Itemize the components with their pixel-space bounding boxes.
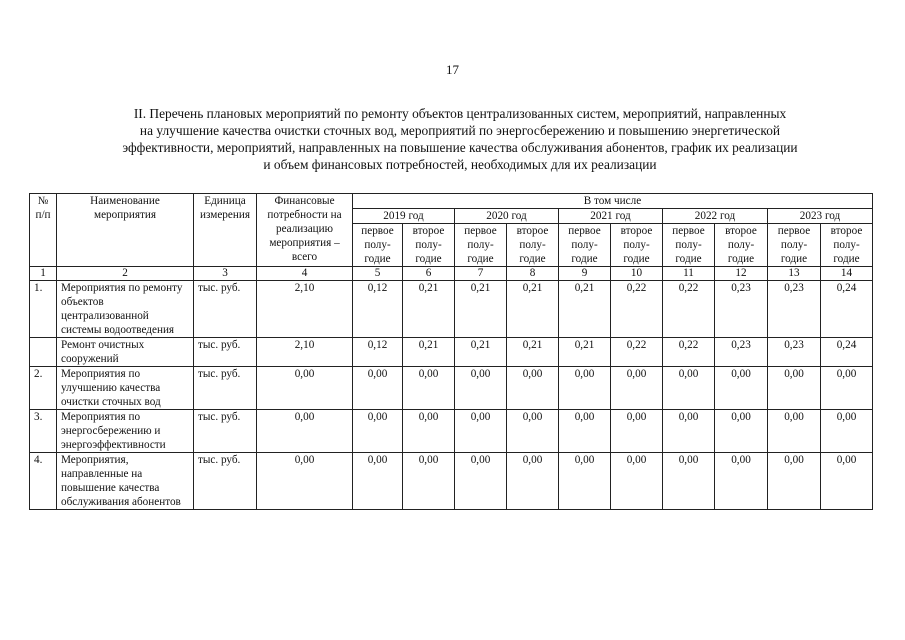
row-value-cell: 0,00 [768,410,821,453]
row-value-cell: 0,00 [559,453,611,510]
row-value-cell: 0,00 [768,367,821,410]
row-value-cell: 0,00 [403,410,455,453]
header-half-first: первое полу-годие [455,224,507,267]
row-number-cell: 1. [30,281,57,338]
plan-table [29,193,873,510]
row-unit-cell: тыс. руб. [194,453,257,510]
table-row [30,410,873,453]
row-value-cell: 0,23 [715,281,768,338]
heading-line: на улучшение качества очистки сточных вод, мероприятий по энергосбережению и повышению энергетической [139,123,781,138]
row-value-cell: 0,00 [507,367,559,410]
row-name-cell: Мероприятия по энергосбережению и энергоэффективности [57,410,194,453]
column-number-cell: 8 [507,267,559,281]
row-value-cell: 0,00 [715,410,768,453]
column-number-cell: 4 [257,267,353,281]
header-unit: Единица измерения [194,194,257,267]
header-year: 2021 год [559,209,663,224]
column-number-cell: 10 [611,267,663,281]
row-number-cell: 4. [30,453,57,510]
row-value-cell: 0,22 [611,338,663,367]
header-half-first: первое полу-годие [663,224,715,267]
row-unit-cell: тыс. руб. [194,367,257,410]
header-half-first: первое полу-годие [559,224,611,267]
row-value-cell: 0,00 [455,410,507,453]
row-value-cell: 0,00 [353,410,403,453]
row-number-cell [30,338,57,367]
row-value-cell: 0,21 [559,281,611,338]
table-body [30,194,873,510]
row-total-cell: 0,00 [257,367,353,410]
row-value-cell: 0,21 [403,281,455,338]
table-row [30,281,873,338]
row-value-cell: 0,22 [663,338,715,367]
row-value-cell: 0,24 [821,338,873,367]
row-value-cell: 0,00 [559,367,611,410]
row-value-cell: 0,00 [403,453,455,510]
row-value-cell: 0,21 [403,338,455,367]
page-number: 17 [446,62,459,77]
column-number-cell: 11 [663,267,715,281]
table-row [30,338,873,367]
row-value-cell: 0,00 [768,453,821,510]
row-name-cell: Мероприятия по ремонту объектов централизованной системы водоотведения [57,281,194,338]
row-value-cell: 0,00 [611,367,663,410]
column-number-cell: 12 [715,267,768,281]
header-row [30,194,873,209]
header-half-first: первое полу-годие [353,224,403,267]
column-number-cell: 2 [57,267,194,281]
header-half-first: первое полу-годие [768,224,821,267]
row-value-cell: 0,00 [715,367,768,410]
heading-line: II. Перечень плановых мероприятий по ремонту объектов централизованных систем, мероприятий, направленных [133,106,787,121]
header-num: № п/п [30,194,57,267]
header-half-second: второе полу-годие [821,224,873,267]
section-heading [60,105,860,173]
row-value-cell: 0,00 [559,410,611,453]
header-year: 2022 год [663,209,768,224]
row-total-cell: 2,10 [257,281,353,338]
row-value-cell: 0,23 [768,281,821,338]
column-number-cell: 14 [821,267,873,281]
row-value-cell: 0,21 [455,338,507,367]
row-value-cell: 0,23 [768,338,821,367]
row-value-cell: 0,00 [821,367,873,410]
row-value-cell: 0,24 [821,281,873,338]
row-value-cell: 0,23 [715,338,768,367]
header-year: 2023 год [768,209,873,224]
header-including: В том числе [353,194,873,209]
row-value-cell: 0,00 [663,410,715,453]
row-name-cell: Мероприятия по улучшению качества очистки сточных вод [57,367,194,410]
row-value-cell: 0,00 [403,367,455,410]
row-value-cell: 0,22 [611,281,663,338]
row-value-cell: 0,00 [821,453,873,510]
row-total-cell: 2,10 [257,338,353,367]
row-value-cell: 0,12 [353,281,403,338]
row-value-cell: 0,00 [611,410,663,453]
row-unit-cell: тыс. руб. [194,410,257,453]
heading-line: и объем финансовых потребностей, необходимых для их реализации [263,157,657,172]
column-number-cell: 6 [403,267,455,281]
row-unit-cell: тыс. руб. [194,281,257,338]
table-row [30,367,873,410]
column-number-cell: 9 [559,267,611,281]
column-number-cell: 1 [30,267,57,281]
row-number-cell: 2. [30,367,57,410]
row-value-cell: 0,21 [455,281,507,338]
row-value-cell: 0,00 [455,367,507,410]
header-finance: Финансовые потребности на реализацию мероприятия – всего [257,194,353,267]
column-number-cell: 5 [353,267,403,281]
header-half-second: второе полу-годие [715,224,768,267]
row-value-cell: 0,00 [507,453,559,510]
row-value-cell: 0,21 [507,338,559,367]
row-value-cell: 0,00 [353,453,403,510]
row-value-cell: 0,00 [663,367,715,410]
header-half-second: второе полу-годие [403,224,455,267]
header-half-second: второе полу-годие [611,224,663,267]
header-year: 2019 год [353,209,455,224]
row-value-cell: 0,12 [353,338,403,367]
row-name-cell: Мероприятия, направленные на повышение качества обслуживания абонентов [57,453,194,510]
row-value-cell: 0,22 [663,281,715,338]
row-value-cell: 0,00 [821,410,873,453]
row-value-cell: 0,21 [559,338,611,367]
row-value-cell: 0,21 [507,281,559,338]
row-name-cell: Ремонт очистных сооружений [57,338,194,367]
header-half-second: второе полу-годие [507,224,559,267]
row-value-cell: 0,00 [455,453,507,510]
row-value-cell: 0,00 [611,453,663,510]
row-value-cell: 0,00 [353,367,403,410]
row-total-cell: 0,00 [257,410,353,453]
row-total-cell: 0,00 [257,453,353,510]
column-number-cell: 7 [455,267,507,281]
column-number-row [30,267,873,281]
row-value-cell: 0,00 [715,453,768,510]
header-name: Наименование мероприятия [57,194,194,267]
row-value-cell: 0,00 [663,453,715,510]
row-value-cell: 0,00 [507,410,559,453]
column-number-cell: 13 [768,267,821,281]
row-number-cell: 3. [30,410,57,453]
header-year: 2020 год [455,209,559,224]
table-row [30,453,873,510]
column-number-cell: 3 [194,267,257,281]
heading-line: эффективности, мероприятий, направленных на повышение качества обслуживания абонентов, график их реализации [122,140,798,155]
row-unit-cell: тыс. руб. [194,338,257,367]
